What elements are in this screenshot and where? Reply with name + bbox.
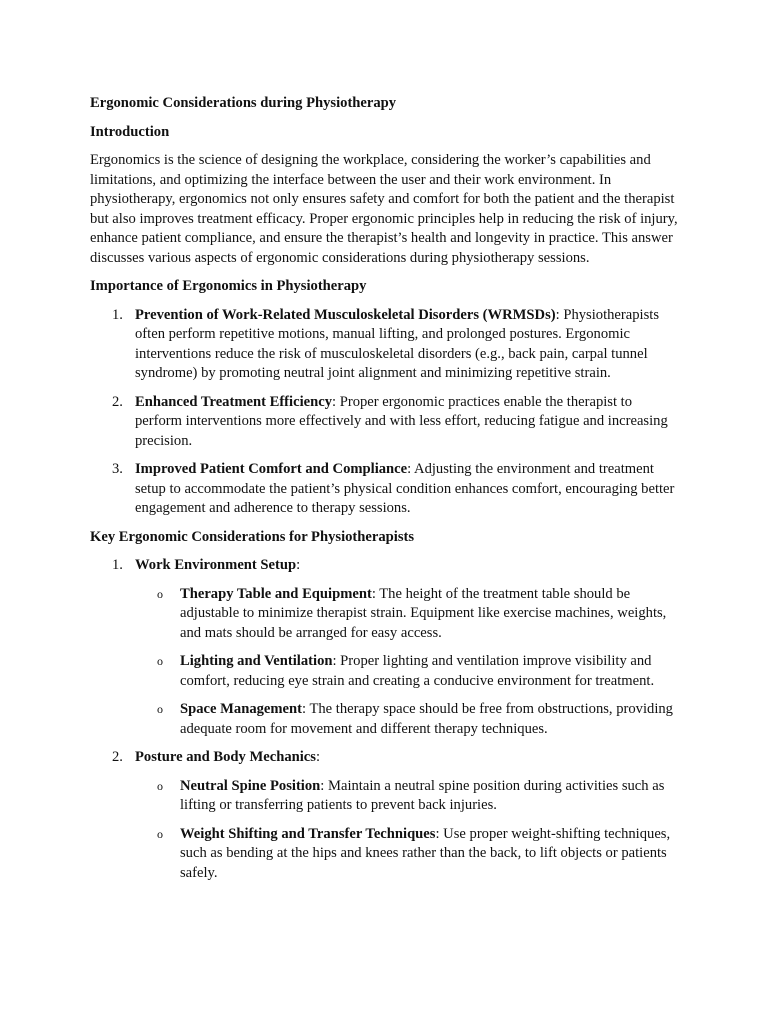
item-term: Enhanced Treatment Efficiency: [135, 393, 333, 410]
document-page: [90, 94, 680, 892]
intro-paragraph: Ergonomics is the science of designing the workplace, considering the worker’s capabilities and limitations, and optimizing the interface between the user and their work environment. In physiotherapy, ergonomics not only ensures safety and comfort for both the patient and the therapist but also improves treatment efficacy. Proper ergonomic principles help in reducing the risk of injury, enhance patient compliance, and ensure the therapist’s health and longevity in practice. This answer discusses various aspects of ergonomic considerations during physiotherapy sessions.: [90, 152, 678, 266]
sub-list-item: [135, 700, 680, 739]
sub-item-description: : The therapy space should be free from obstructions, providing adequate room for movement and different therapy techniques.: [180, 701, 673, 737]
sub-list: [135, 777, 680, 884]
item-term: Prevention of Work-Related Musculoskeletal Disorders (WRMSDs): [135, 306, 556, 323]
intro-heading: Introduction: [90, 123, 170, 140]
sub-list: [135, 585, 680, 740]
sub-item-description: : The height of the treatment table should be adjustable to minimize therapist strain. Equipment like exercise machines, weights, and mats should be arranged for easy access.: [180, 585, 667, 641]
sub-list-item: [135, 585, 680, 644]
importance-heading: Importance of Ergonomics in Physiotherapy: [90, 278, 367, 294]
bullet-icon: o: [157, 586, 163, 601]
key-considerations-heading: Key Ergonomic Considerations for Physiotherapists: [90, 528, 415, 545]
sub-item-term: Neutral Spine Position: [180, 777, 321, 794]
list-item: [90, 748, 680, 883]
sub-list-item: [135, 777, 680, 816]
item-description: :: [296, 557, 301, 573]
bullet-icon: o: [157, 826, 163, 841]
bullet-icon: o: [157, 778, 163, 793]
item-description: :: [315, 749, 321, 765]
list-item: [90, 460, 680, 519]
list-item: [90, 306, 680, 384]
sub-list-item: [135, 825, 680, 884]
sub-item-description: : Use proper weight-shifting techniques, such as bending at the hips and knees rather than the back, to lift objects or patients safely.: [180, 825, 671, 881]
item-description: : Physiotherapists often perform repetitive motions, manual lifting, and prolonged postures. Ergonomic interventions reduce the risk of musculoskeletal disorders (e.g., back pain, carpal tunnel syndrome) by promoting neutral joint alignment and minimizing repetitive strain.: [135, 306, 659, 381]
document-title: Ergonomic Considerations during Physiotherapy: [90, 95, 397, 111]
item-term: Improved Patient Comfort and Compliance: [135, 461, 408, 477]
sub-item-description: : Proper lighting and ventilation improve visibility and comfort, reducing eye strain and creating a conducive environment for treatment.: [180, 653, 655, 689]
item-term: Work Environment Setup: [135, 557, 297, 573]
bullet-icon: o: [157, 702, 163, 716]
sub-item-term: Therapy Table and Equipment: [180, 585, 372, 602]
list-number: 1.: [112, 306, 123, 323]
list-number: 1.: [112, 557, 123, 573]
bullet-icon: o: [157, 654, 163, 668]
sub-item-term: Lighting and Ventilation: [180, 653, 333, 669]
item-description: : Adjusting the environment and treatment setup to accommodate the patient’s physical condition enhances comfort, encouraging better engagement and adherence to therapy sessions.: [135, 461, 675, 516]
list-item: [90, 393, 680, 452]
list-number: 3.: [112, 461, 123, 477]
list-number: 2.: [112, 393, 123, 410]
list-item: [90, 556, 680, 739]
importance-list: [90, 306, 680, 519]
list-number: 2.: [112, 749, 123, 765]
item-term: Posture and Body Mechanics: [135, 749, 316, 765]
key-considerations-list: [90, 556, 680, 883]
sub-item-description: : Maintain a neutral spine position during activities such as lifting or transferring patients to prevent back injuries.: [180, 777, 665, 813]
sub-item-term: Space Management: [180, 701, 303, 717]
sub-item-term: Weight Shifting and Transfer Techniques: [180, 825, 436, 842]
sub-list-item: [135, 652, 680, 691]
item-description: : Proper ergonomic practices enable the therapist to perform interventions more effectively and with less effort, reducing fatigue and increasing precision.: [135, 393, 668, 449]
